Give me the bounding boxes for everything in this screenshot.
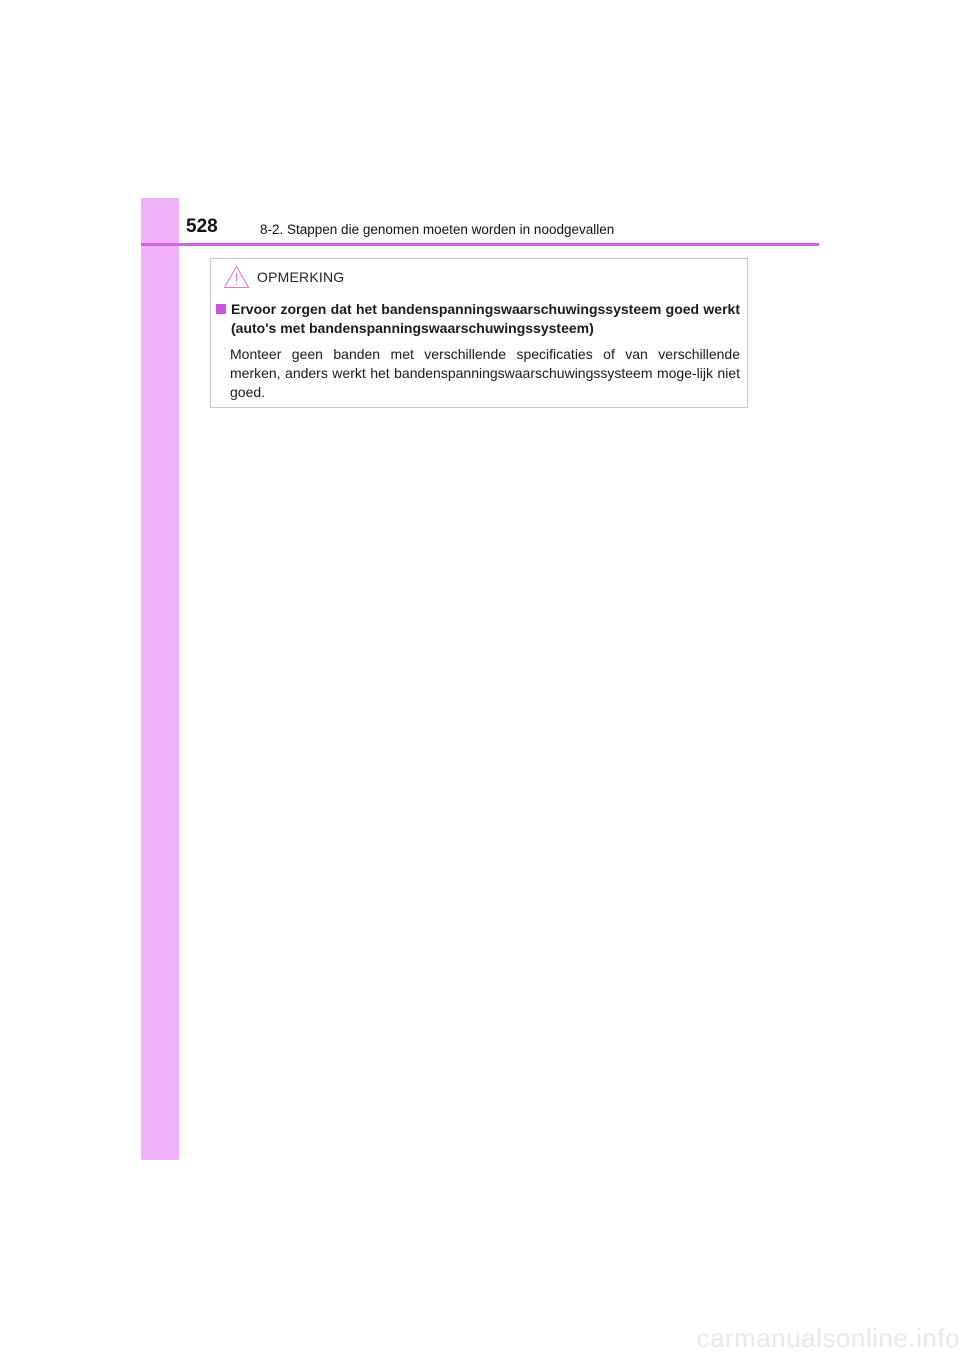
side-tab [141, 198, 179, 1160]
section-title: 8-2. Stappen die genomen moeten worden in noodgevallen [260, 222, 615, 237]
header-rule [141, 243, 819, 246]
notice-label: OPMERKING [257, 269, 345, 285]
notice-item-heading [216, 300, 740, 338]
notice-header [223, 264, 344, 290]
notice-item-text: Monteer geen banden met verschillende specificaties of van verschillende merken, anders werkt het bandenspanningswaarschuwingssysteem moge-lijk niet goed. [230, 346, 740, 400]
notice-box [210, 258, 748, 408]
watermark: carmanualsonline.info [696, 1323, 960, 1353]
page-number: 528 [186, 216, 218, 237]
notice-body [216, 300, 740, 402]
notice-item-heading-text: Ervoor zorgen dat het bandenspanningswaarschuwingssysteem goed werkt (auto's met bandenspanningswaarschuwingssysteem) [231, 301, 740, 336]
warning-triangle-icon [223, 265, 250, 289]
square-bullet-icon [216, 304, 226, 314]
